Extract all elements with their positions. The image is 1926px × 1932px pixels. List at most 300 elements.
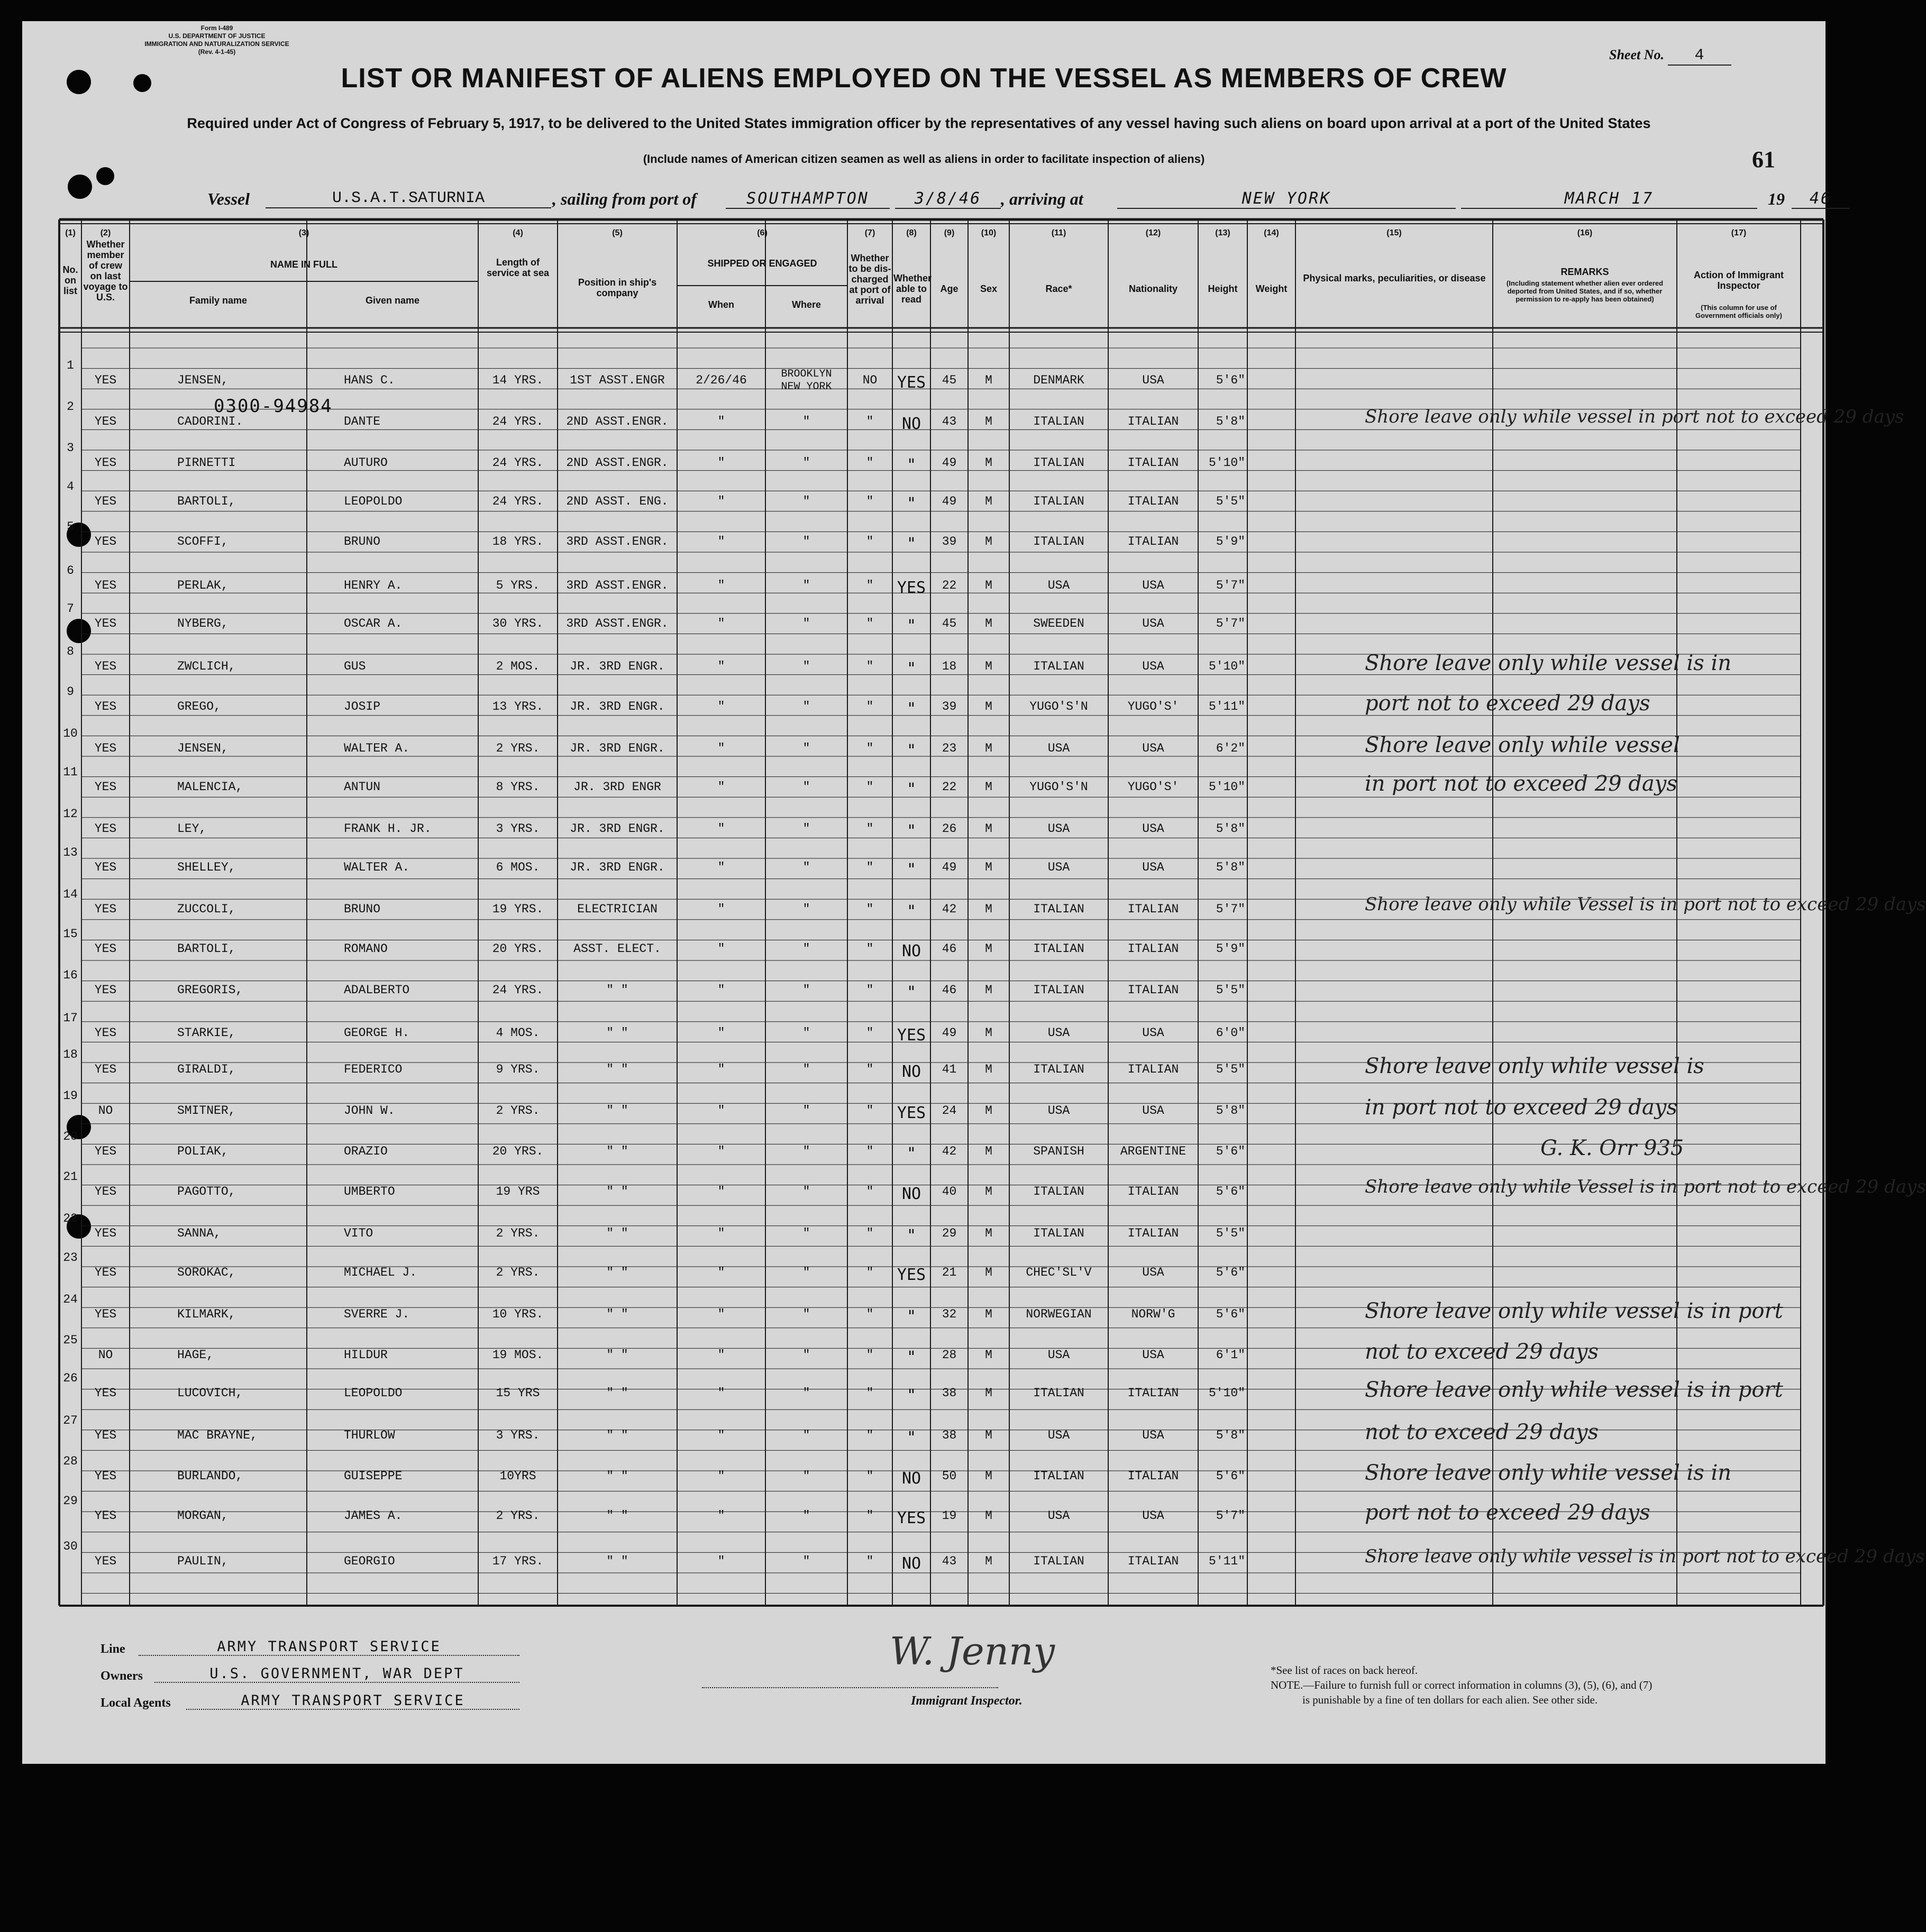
able-to-read: YES — [897, 1026, 926, 1045]
height: 5'6" — [1216, 1469, 1245, 1483]
shipped-when: " — [717, 1429, 725, 1442]
height: 5'6" — [1216, 1266, 1245, 1279]
able-to-read: YES — [897, 579, 926, 597]
crew-member-last-voyage: YES — [94, 456, 117, 470]
row-number: 6 — [67, 564, 74, 578]
length-of-service: 14 YRS. — [492, 373, 544, 387]
sex: M — [985, 860, 992, 874]
row-number: 24 — [63, 1293, 78, 1306]
sex: M — [985, 660, 992, 673]
crew-member-last-voyage: YES — [94, 942, 117, 956]
ship-position: " " — [606, 1144, 628, 1158]
age: 49 — [942, 1026, 957, 1040]
race: USA — [1047, 579, 1070, 592]
crew-member-last-voyage: YES — [94, 1185, 117, 1198]
given-name: DANTE — [344, 415, 381, 428]
race: ITALIAN — [1033, 1386, 1084, 1400]
length-of-service: 24 YRS. — [492, 415, 544, 428]
crew-member-last-voyage: YES — [94, 660, 117, 673]
nationality: USA — [1142, 617, 1164, 630]
age: 49 — [942, 495, 957, 508]
height: 5'7" — [1216, 579, 1245, 592]
length-of-service: 13 YRS. — [492, 700, 544, 713]
crew-member-last-voyage: NO — [98, 1348, 113, 1362]
race: ITALIAN — [1033, 1226, 1084, 1240]
height: 5'9" — [1216, 535, 1245, 548]
length-of-service: 24 YRS. — [492, 456, 544, 470]
shipped-when: " — [717, 660, 725, 673]
crew-member-last-voyage: YES — [94, 1226, 117, 1240]
race: CHEC'SL'V — [1026, 1266, 1092, 1279]
family-name: MAC BRAYNE, — [177, 1429, 258, 1442]
to-be-discharged: " — [866, 1226, 874, 1240]
able-to-read: " — [906, 1386, 917, 1405]
race: YUGO'S'N — [1029, 780, 1088, 794]
shipped-when: " — [717, 1144, 725, 1158]
shipped-when: 2/26/46 — [696, 373, 747, 387]
nationality: ITALIAN — [1127, 1554, 1179, 1568]
able-to-read: " — [906, 617, 917, 635]
shipped-when: " — [717, 579, 725, 592]
nationality: YUGO'S' — [1127, 780, 1179, 794]
departure-port: SOUTHAMPTON — [726, 189, 890, 209]
crew-member-last-voyage: YES — [94, 1429, 117, 1442]
column-number: (15) — [1386, 228, 1402, 237]
row-number: 14 — [63, 887, 78, 901]
sex: M — [985, 495, 992, 508]
ship-position: 3RD ASST.ENGR. — [566, 579, 669, 592]
length-of-service: 17 YRS. — [492, 1554, 544, 1568]
crew-member-last-voyage: YES — [94, 700, 117, 713]
header-family-name: Family name — [189, 295, 248, 306]
header-race: Race* — [1045, 283, 1072, 294]
ship-position: " " — [606, 1509, 628, 1523]
age: 50 — [942, 1469, 957, 1483]
family-name: MALENCIA, — [177, 780, 243, 794]
crew-member-last-voyage: YES — [94, 535, 117, 548]
column-number: (8) — [906, 228, 917, 237]
length-of-service: 2 YRS. — [496, 1104, 540, 1118]
nationality: ITALIAN — [1127, 535, 1179, 548]
family-name: PIRNETTI — [177, 456, 236, 470]
crew-member-last-voyage: YES — [94, 1144, 117, 1158]
sex: M — [985, 1469, 992, 1483]
shipped-where: " — [802, 1266, 810, 1279]
given-name: HENRY A. — [344, 579, 403, 592]
height: 5'6" — [1216, 1185, 1245, 1198]
to-be-discharged: " — [866, 741, 874, 755]
able-to-read: " — [906, 983, 917, 1002]
age: 24 — [942, 1104, 957, 1118]
shipped-where: " — [802, 1348, 810, 1362]
given-name: JOSIP — [344, 700, 381, 713]
to-be-discharged: " — [866, 1509, 874, 1523]
sex: M — [985, 942, 992, 956]
page-subnote: (Include names of American citizen seamen as well as aliens in order to facilitate inspection of aliens) — [643, 152, 1205, 166]
shipped-where: " — [802, 1554, 810, 1568]
given-name: WALTER A. — [344, 860, 410, 874]
page-title: LIST OR MANIFEST OF ALIENS EMPLOYED ON THE VESSEL AS MEMBERS OF CREW — [341, 63, 1507, 94]
age: 39 — [942, 700, 957, 713]
line-value: ARMY TRANSPORT SERVICE — [139, 1638, 519, 1656]
given-name: GUS — [344, 660, 366, 673]
sex: M — [985, 1554, 992, 1568]
length-of-service: 20 YRS. — [492, 942, 544, 956]
age: 43 — [942, 1554, 957, 1568]
height: 5'7" — [1216, 902, 1245, 916]
header-height: Height — [1208, 283, 1238, 294]
shipped-where: " — [802, 495, 810, 508]
header-member-last-voyage: Whether member of crew on last voyage to U.S. — [83, 239, 128, 303]
ship-position: " " — [606, 1266, 628, 1279]
shipped-where: " — [802, 741, 810, 755]
height: 5'6" — [1216, 373, 1245, 387]
shipped-when: " — [717, 983, 725, 997]
race: USA — [1047, 1104, 1070, 1118]
to-be-discharged: " — [866, 983, 874, 997]
row-number: 27 — [63, 1414, 78, 1427]
shipped-when: " — [717, 942, 725, 956]
ship-position: JR. 3RD ENGR — [573, 780, 661, 794]
nationality: ITALIAN — [1127, 495, 1179, 508]
nationality: ARGENTINE — [1120, 1144, 1186, 1158]
family-name: HAGE, — [177, 1348, 214, 1362]
ship-position: ELECTRICIAN — [577, 902, 658, 916]
ship-position: ASST. ELECT. — [573, 942, 661, 956]
to-be-discharged: " — [866, 1386, 874, 1400]
header-where: Where — [791, 299, 821, 310]
length-of-service: 3 YRS. — [496, 1429, 540, 1442]
race: ITALIAN — [1033, 495, 1084, 508]
given-name: GEORGIO — [344, 1554, 395, 1568]
crew-member-last-voyage: YES — [94, 983, 117, 997]
nationality: YUGO'S' — [1127, 700, 1179, 713]
ship-position: JR. 3RD ENGR. — [570, 860, 665, 874]
age: 46 — [942, 942, 957, 956]
to-be-discharged: " — [866, 860, 874, 874]
page-subtitle: Required under Act of Congress of February 5, 1917, to be delivered to the United States immigration officer by the representatives of any vessel having such aliens on board upon arrival at a port of the United States — [187, 115, 1651, 131]
given-name: FRANK H. JR. — [344, 822, 432, 836]
able-to-read: YES — [897, 1104, 926, 1122]
owners-value: U.S. GOVERNMENT, WAR DEPT — [154, 1665, 519, 1683]
shipped-where: " — [802, 983, 810, 997]
nationality: ITALIAN — [1127, 902, 1179, 916]
family-name: LUCOVICH, — [177, 1386, 243, 1400]
length-of-service: 24 YRS. — [492, 495, 544, 508]
to-be-discharged: " — [866, 456, 874, 470]
given-name: HANS C. — [344, 373, 395, 387]
header-action-note: (This column for use of Government officials only) — [1695, 304, 1782, 319]
header-nationality: Nationality — [1128, 283, 1177, 294]
family-name: JENSEN, — [177, 373, 229, 387]
height: 5'5" — [1216, 1226, 1245, 1240]
length-of-service: 19 MOS. — [492, 1348, 544, 1362]
to-be-discharged: " — [866, 617, 874, 630]
family-name: GIRALDI, — [177, 1063, 236, 1076]
header-physical-marks: Physical marks, peculiarities, or disease — [1303, 273, 1486, 283]
ship-position: " " — [606, 1063, 628, 1076]
shipped-where: " — [802, 456, 810, 470]
handwritten-remark: Shore leave only while vessel is in port not to exceed 29 days — [1365, 1546, 1925, 1567]
race: USA — [1047, 1348, 1070, 1362]
crew-member-last-voyage: YES — [94, 579, 117, 592]
nationality: USA — [1142, 579, 1164, 592]
sex: M — [985, 1429, 992, 1442]
sheet-number-value: 4 — [1668, 47, 1731, 66]
length-of-service: 10YRS — [499, 1469, 536, 1483]
shipped-where: " — [802, 660, 810, 673]
shipped-when: " — [717, 535, 725, 548]
family-name: GREGO, — [177, 700, 221, 713]
height: 5'10" — [1208, 660, 1245, 673]
ship-position: JR. 3RD ENGR. — [570, 700, 665, 713]
given-name: FEDERICO — [344, 1063, 403, 1076]
ship-position: 2ND ASST.ENGR. — [566, 415, 669, 428]
shipped-when: " — [717, 780, 725, 794]
row-number: 16 — [63, 968, 78, 982]
family-name: KILMARK, — [177, 1307, 236, 1321]
ship-position: " " — [606, 1104, 628, 1118]
able-to-read: " — [906, 741, 917, 760]
able-to-read: NO — [901, 1554, 921, 1573]
race: ITALIAN — [1033, 902, 1084, 916]
family-name: CADORINI. — [177, 415, 243, 428]
race: ITALIAN — [1033, 1185, 1084, 1198]
year-prefix: 19 — [1768, 189, 1785, 208]
length-of-service: 15 YRS — [496, 1386, 540, 1400]
ship-position: " " — [606, 1348, 628, 1362]
crew-member-last-voyage: NO — [98, 1104, 113, 1118]
shipped-where: " — [802, 1104, 810, 1118]
length-of-service: 2 YRS. — [496, 1509, 540, 1523]
race: YUGO'S'N — [1029, 700, 1088, 713]
handwritten-remark: port not to exceed 29 days — [1365, 691, 1650, 716]
race: ITALIAN — [1033, 660, 1084, 673]
able-to-read: " — [906, 902, 917, 921]
given-name: ORAZIO — [344, 1144, 388, 1158]
given-name: LEOPOLDO — [344, 1386, 403, 1400]
row-number: 20 — [63, 1130, 78, 1143]
sex: M — [985, 822, 992, 836]
to-be-discharged: " — [866, 780, 874, 794]
shipped-when: " — [717, 1185, 725, 1198]
length-of-service: 8 YRS. — [496, 780, 540, 794]
sex: M — [985, 700, 992, 713]
shipped-where: " — [802, 1469, 810, 1483]
to-be-discharged: " — [866, 1429, 874, 1442]
penalty-note-line: NOTE.—Failure to furnish full or correct information in columns (3), (5), (6), and (7) — [1271, 1679, 1653, 1691]
nationality: USA — [1142, 741, 1164, 755]
given-name: UMBERTO — [344, 1185, 395, 1198]
line-label: Line — [101, 1642, 125, 1656]
form-id-line: (Rev. 4-1-45) — [198, 48, 236, 56]
row-number: 5 — [67, 520, 74, 534]
header-length-service: Length of service at sea — [486, 257, 550, 278]
column-number: (17) — [1731, 228, 1747, 237]
crew-member-last-voyage: YES — [94, 415, 117, 428]
crew-member-last-voyage: YES — [94, 1026, 117, 1040]
age: 43 — [942, 415, 957, 428]
height: 5'8" — [1216, 415, 1245, 428]
able-to-read: " — [906, 1226, 917, 1245]
given-name: BRUNO — [344, 535, 381, 548]
handwritten-remark: Shore leave only while vessel is in — [1365, 651, 1732, 675]
family-name: SHELLEY, — [177, 860, 236, 874]
sex: M — [985, 456, 992, 470]
nationality: ITALIAN — [1127, 1226, 1179, 1240]
nationality: ITALIAN — [1127, 1063, 1179, 1076]
sex: M — [985, 1144, 992, 1158]
to-be-discharged: " — [866, 1554, 874, 1568]
length-of-service: 24 YRS. — [492, 983, 544, 997]
shipped-when: " — [717, 902, 725, 916]
header-shipped-engaged: SHIPPED OR ENGAGED — [707, 258, 817, 269]
given-name: ADALBERTO — [344, 983, 410, 997]
able-to-read: YES — [897, 1266, 926, 1284]
able-to-read: " — [906, 535, 917, 553]
family-name: PAULIN, — [177, 1554, 229, 1568]
shipped-where: " — [802, 1063, 810, 1076]
to-be-discharged: " — [866, 1348, 874, 1362]
header-weight: Weight — [1255, 283, 1288, 294]
to-be-discharged: " — [866, 535, 874, 548]
length-of-service: 4 MOS. — [496, 1026, 540, 1040]
height: 5'6" — [1216, 1307, 1245, 1321]
sex: M — [985, 373, 992, 387]
header-remarks-note: (Including statement whether alien ever ordered deported from United States, and if so, whether permission to re-apply has been obtained) — [1506, 279, 1664, 303]
row-number: 12 — [63, 807, 78, 821]
column-number: (4) — [513, 228, 523, 237]
arriving-label: , arriving at — [1001, 189, 1083, 208]
nationality: ITALIAN — [1127, 415, 1179, 428]
shipped-where: " — [802, 942, 810, 956]
ship-position: 3RD ASST.ENGR. — [566, 535, 669, 548]
race: ITALIAN — [1033, 983, 1084, 997]
able-to-read: " — [906, 1144, 917, 1163]
age: 23 — [942, 741, 957, 755]
shipped-where: " — [802, 902, 810, 916]
shipped-when: " — [717, 1104, 725, 1118]
nationality: USA — [1142, 1026, 1164, 1040]
nationality: USA — [1142, 860, 1164, 874]
handwritten-remark: Shore leave only while Vessel is in port not to exceed 29 days — [1365, 1176, 1926, 1197]
nationality: ITALIAN — [1127, 1386, 1179, 1400]
able-to-read: NO — [901, 1063, 921, 1081]
to-be-discharged: " — [866, 1104, 874, 1118]
nationality: USA — [1142, 1348, 1164, 1362]
able-to-read: " — [906, 1348, 917, 1367]
shipped-where: " — [802, 1026, 810, 1040]
race: DENMARK — [1033, 373, 1084, 387]
shipped-where: " — [802, 1144, 810, 1158]
to-be-discharged: " — [866, 822, 874, 836]
ship-position: " " — [606, 1307, 628, 1321]
shipped-where: " — [802, 822, 810, 836]
header-no-on-list: No. on list — [62, 264, 78, 296]
to-be-discharged: NO — [862, 373, 878, 387]
sex: M — [985, 1348, 992, 1362]
ship-position: 2ND ASST.ENGR. — [566, 456, 669, 470]
length-of-service: 2 MOS. — [496, 660, 540, 673]
given-name: SVERRE J. — [344, 1307, 410, 1321]
handwritten-remark: G. K. Orr 935 — [1540, 1136, 1684, 1160]
to-be-discharged: " — [866, 1144, 874, 1158]
family-name: PERLAK, — [177, 579, 229, 592]
to-be-discharged: " — [866, 660, 874, 673]
nationality: USA — [1142, 1429, 1164, 1442]
able-to-read: " — [906, 860, 917, 879]
height: 5'10" — [1208, 456, 1245, 470]
race: NORWEGIAN — [1026, 1307, 1092, 1321]
race: USA — [1047, 741, 1070, 755]
column-number: (16) — [1577, 228, 1593, 237]
header-discharged: Whether to be dis-charged at port of arrival — [848, 253, 891, 306]
shipped-when: " — [717, 1026, 725, 1040]
family-name: BARTOLI, — [177, 495, 236, 508]
age: 18 — [942, 660, 957, 673]
to-be-discharged: " — [866, 700, 874, 713]
shipped-where: " — [802, 579, 810, 592]
penalty-note-line: is punishable by a fine of ten dollars for each alien. See other side. — [1302, 1693, 1598, 1706]
length-of-service: 19 YRS. — [492, 902, 544, 916]
vessel-name: U.S.A.T.SATURNIA — [266, 189, 551, 208]
row-number: 13 — [63, 846, 78, 859]
to-be-discharged: " — [866, 1185, 874, 1198]
age: 28 — [942, 1348, 957, 1362]
family-name: BURLANDO, — [177, 1469, 243, 1483]
shipped-when: " — [717, 700, 725, 713]
age: 19 — [942, 1509, 957, 1523]
header-given-name: Given name — [365, 295, 420, 306]
given-name: THURLOW — [344, 1429, 395, 1442]
height: 5'10" — [1208, 780, 1245, 794]
able-to-read: YES — [897, 373, 926, 392]
to-be-discharged: " — [866, 902, 874, 916]
family-name: JENSEN, — [177, 741, 229, 755]
crew-member-last-voyage: YES — [94, 902, 117, 916]
height: 5'7" — [1216, 617, 1245, 630]
ship-position: " " — [606, 1429, 628, 1442]
shipped-where: " — [802, 700, 810, 713]
given-name: VITO — [344, 1226, 373, 1240]
shipped-when: " — [717, 822, 725, 836]
race: USA — [1047, 860, 1070, 874]
shipped-where: " — [802, 860, 810, 874]
nationality: NORW'G — [1131, 1307, 1175, 1321]
age: 38 — [942, 1386, 957, 1400]
ship-position: JR. 3RD ENGR. — [570, 741, 665, 755]
departure-date: 3/8/46 — [895, 189, 1001, 209]
sex: M — [985, 617, 992, 630]
nationality: USA — [1142, 373, 1164, 387]
nationality: ITALIAN — [1127, 1185, 1179, 1198]
given-name: ANTUN — [344, 780, 381, 794]
column-number: (6) — [757, 228, 768, 237]
header-remarks: REMARKS — [1560, 267, 1609, 277]
row-number: 9 — [67, 685, 74, 699]
shipped-where: " — [802, 1185, 810, 1198]
able-to-read: " — [906, 780, 917, 799]
shipped-when: " — [717, 860, 725, 874]
ship-position: " " — [606, 1185, 628, 1198]
height: 6'0" — [1216, 1026, 1245, 1040]
nationality: USA — [1142, 822, 1164, 836]
height: 5'5" — [1216, 983, 1245, 997]
inspector-signature-line — [702, 1687, 998, 1688]
sex: M — [985, 1026, 992, 1040]
length-of-service: 20 YRS. — [492, 1144, 544, 1158]
height: 6'2" — [1216, 741, 1245, 755]
